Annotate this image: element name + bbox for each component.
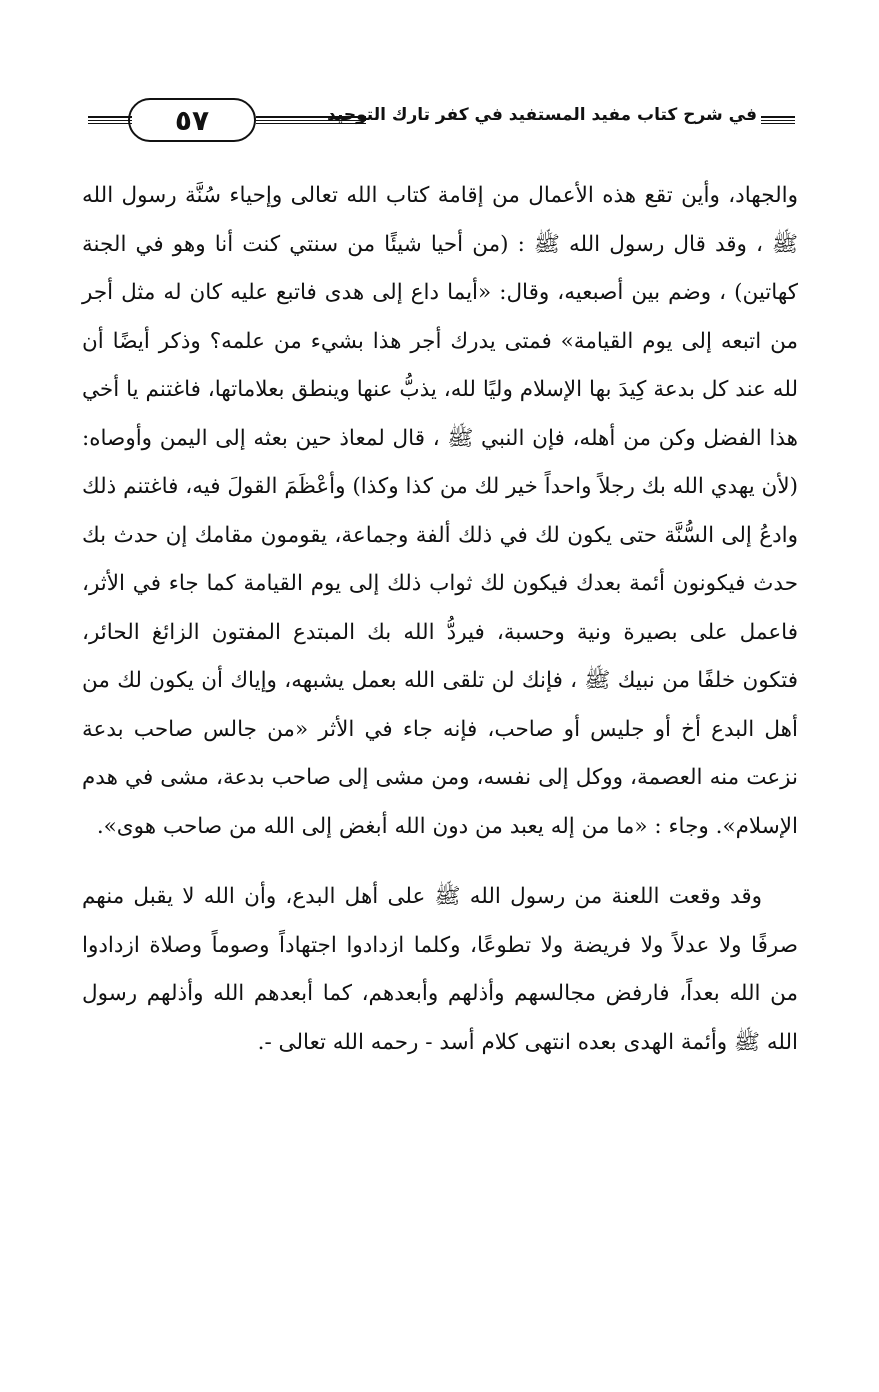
paragraph: وقد وقعت اللعنة من رسول الله ﷺ على أهل البدع، وأن الله لا يقبل منهم صرفًا ولا عدلاً ولا فريضة ولا تطوعًا، وكلما ازدادوا اجتهاداً وصوماً وصلاة ازدادوا من الله بعداً، فارفض مجالسهم وأذلهم وأبعدهم، كما أبعدهم الله وأذلهم رسول الله ﷺ وأئمة الهدى بعده انتهى كلام أسد - رحمه الله تعالى -. [82,884,798,1055]
page-header [80,96,795,144]
paragraph: والجهاد، وأين تقع هذه الأعمال من إقامة كتاب الله تعالى وإحياء سُنَّة رسول الله ﷺ ، وقد قال رسول الله ﷺ : (من أحيا شيئًا من سنتي كنت أنا وهو في الجنة كهاتين) ، وضم بين أصبعيه، وقال: «أيما داع إلى هدى فاتبع عليه كان له مثل أجر من اتبعه إلى يوم القيامة» فمتى يدرك أجر هذا بشيء من علمه؟ وذكر أيضًا أن لله عند كل بدعة كِيدَ بها الإسلام وليًا لله، يذبُّ عنها وينطق بعلاماتها، فاغتنم يا أخي هذا الفضل وكن من أهله، فإن النبي ﷺ ، قال لمعاذ حين بعثه إلى اليمن وأوصاه: (لأن يهدي الله بك رجلاً واحداً خير لك من كذا وكذا) وأعْظَمَ القولَ فيه، فاغتنم ذلك وادعُ إلى السُّنَّة حتى يكون لك في ذلك ألفة وجماعة، يقومون مقامك إن حدث بك حدث فيكونون أئمة بعدك فيكون لك ثواب ذلك إلى يوم القيامة كما جاء في الأثر، فاعمل على بصيرة ونية وحسبة، فيردُّ الله بك المبتدع المفتون الزائغ الحائر، فتكون خلفًا من نبيك ﷺ ، فإنك لن تلقى الله بعمل يشبهه، وإياك أن يكون لك من أهل البدع أخ أو جليس أو صاحب، فإنه جاء في الأثر «من جالس صاحب بدعة نزعت منه العصمة، ووكل إلى نفسه، ومن مشى إلى صاحب بدعة، مشى في هدم الإسلام». وجاء : «ما من إله يعبد من دون الله أبغض إلى الله من صاحب هوى». [82,183,798,839]
page-number: ٥٧ [128,98,256,142]
header-rule-left [88,116,132,127]
body-text [82,172,798,1067]
running-title: في شرح كتاب مفيد المستفيد في كفر تارك التوحيد [327,105,757,125]
header-rule-right [761,116,795,127]
